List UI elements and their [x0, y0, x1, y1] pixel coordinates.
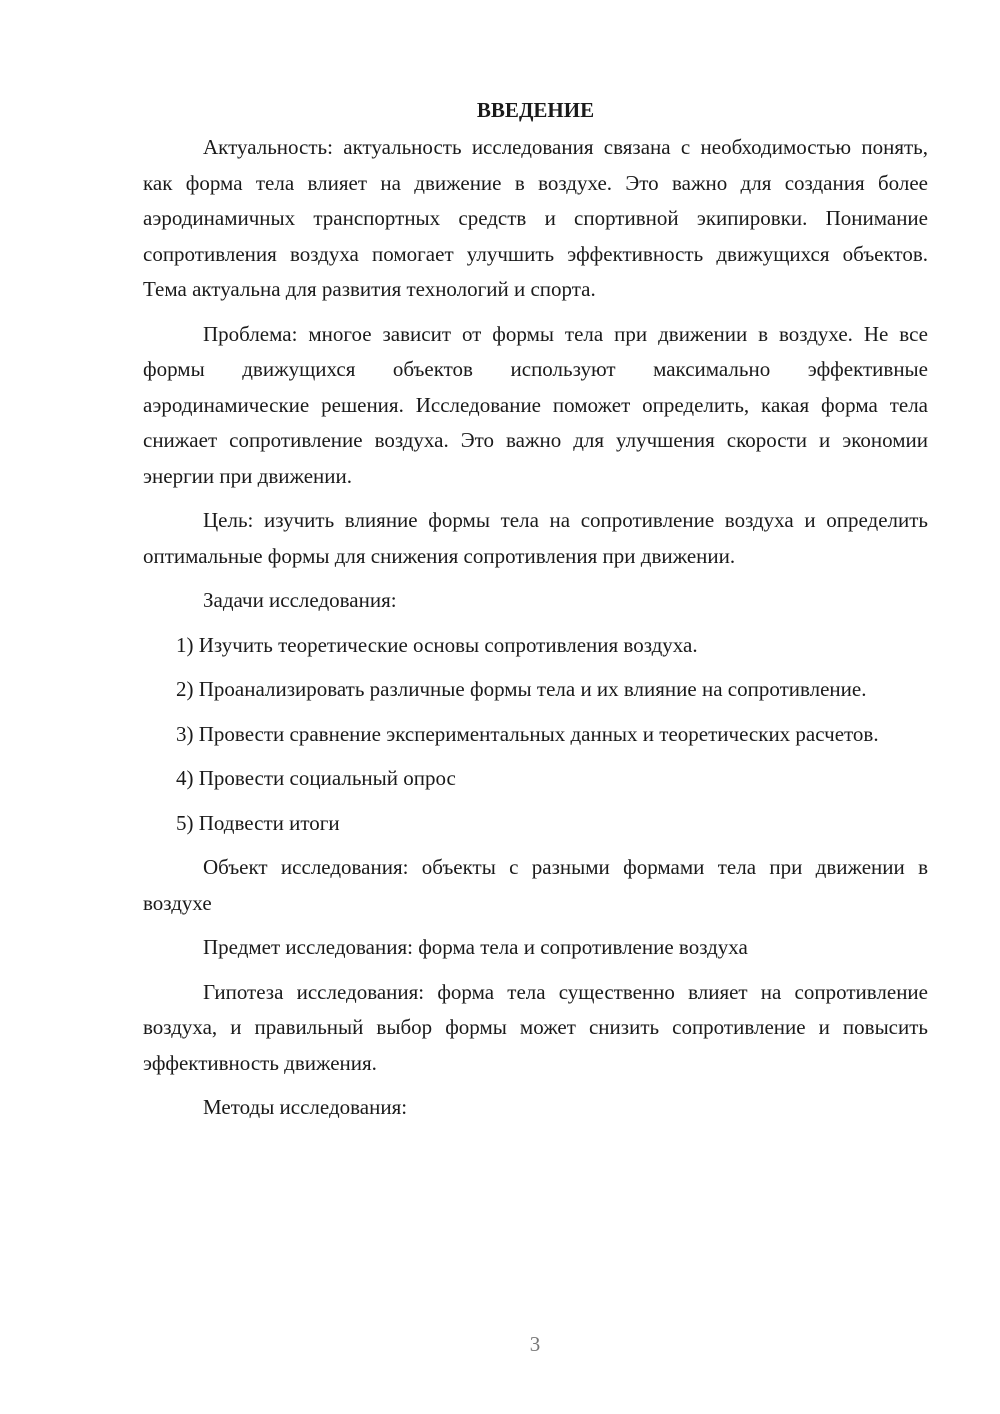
task-item-2: 2) Проанализировать различные формы тела и их влияние на сопротивление.: [176, 677, 867, 701]
document-page: [143, 95, 928, 1135]
task-item-5: 5) Подвести итоги: [176, 810, 340, 835]
tasks-heading: Задачи исследования:: [203, 588, 397, 612]
methods-paragraph: Методы исследования:: [203, 1095, 408, 1119]
relevance-paragraph: Актуальность: актуальность исследования связана с необходимостью понять, как форма тела влияет на движение в воздухе. Это важно для создания более аэродинамичных транспортных средств и спортивной экипировки. Понимание сопротивления воздуха помогает улучшить эффективность движущихся объектов. Тема актуальна для развития технологий и спорта.: [143, 135, 928, 301]
goal-paragraph: Цель: изучить влияние формы тела на сопротивление воздуха и определить оптимальные формы для снижения сопротивления при движении.: [143, 508, 928, 568]
page-title: ВВЕДЕНИЕ: [476, 98, 595, 122]
object-paragraph: Объект исследования: объекты с разными формами тела при движении в воздухе: [143, 855, 928, 915]
task-item-4: 4) Провести социальный опрос: [176, 766, 456, 790]
task-item-1: 1) Изучить теоретические основы сопротивления воздуха.: [176, 632, 698, 657]
subject-paragraph: Предмет исследования: форма тела и сопротивление воздуха: [203, 935, 748, 959]
task-item-3: 3) Провести сравнение экспериментальных данных и теоретических расчетов.: [176, 721, 879, 746]
page-number: 3: [529, 1332, 541, 1356]
problem-paragraph: Проблема: многое зависит от формы тела при движении в воздухе. Не все формы движущихся объектов используют максимально эффективные аэродинамические решения. Исследование поможет определить, какая форма тела снижает сопротивление воздуха. Это важно для улучшения скорости и экономии энергии при движении.: [143, 321, 928, 488]
hypothesis-paragraph: Гипотеза исследования: форма тела существенно влияет на сопротивление воздуха, и правильный выбор формы может снизить сопротивление и повысить эффективность движения.: [143, 979, 928, 1075]
